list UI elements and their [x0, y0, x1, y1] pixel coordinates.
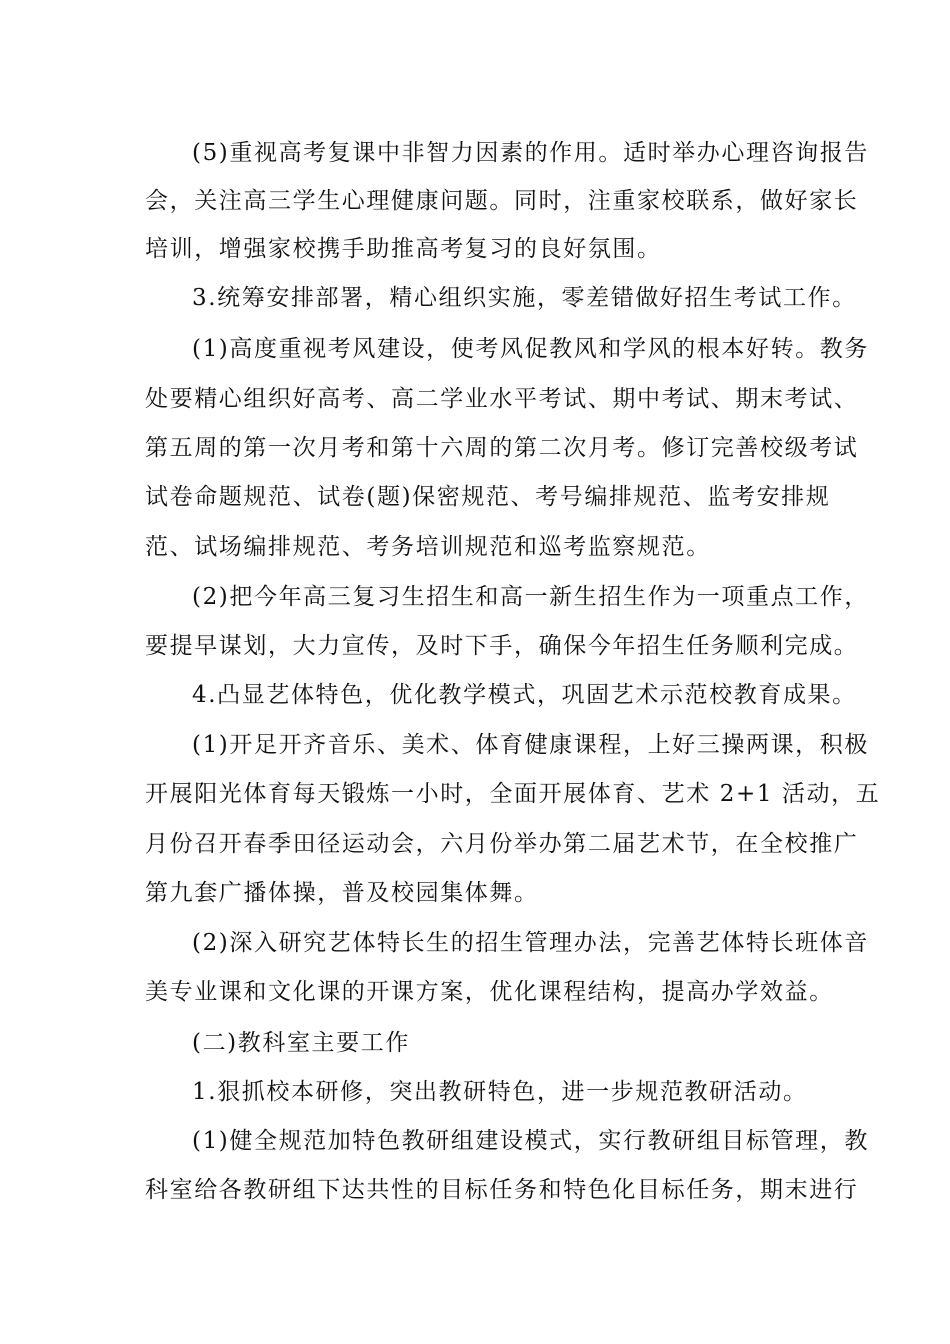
text-line: 3.统筹安排部署，精心组织实施，零差错做好招生考试工作。	[192, 285, 857, 311]
text-line: (2)深入研究艺体特长生的招生管理办法，完善艺体特长班体音	[192, 930, 869, 956]
text-line: 4.凸显艺体特色，优化教学模式，巩固艺术示范校教育成果。	[192, 682, 857, 708]
text-line: 试卷命题规范、试卷(题)保密规范、考号编排规范、监考安排规	[145, 484, 831, 510]
text-line: 美专业课和文化课的开课方案，优化课程结构，提高办学效益。	[145, 979, 834, 1005]
text-line: 范、试场编排规范、考务培训规范和巡考监察规范。	[145, 534, 711, 560]
text-line: 培训，增强家校携手助推高考复习的良好氛围。	[145, 236, 662, 262]
text-line: 科室给各教研组下达共性的目标任务和特色化目标任务，期末进行	[145, 1177, 859, 1203]
text-line: 处要精心组织好高考、高二学业水平考试、期中考试、期末考试、	[145, 386, 859, 412]
text-line: 会，关注高三学生心理健康问题。同时，注重家校联系，做好家长	[145, 188, 859, 214]
text-line: 第五周的第一次月考和第十六周的第二次月考。修订完善校级考试	[145, 435, 859, 461]
text-line: (1)开足开齐音乐、美术、体育健康课程，上好三操两课，积极	[192, 732, 869, 758]
text-line: 要提早谋划，大力宣传，及时下手，确保今年招生任务顺利完成。	[145, 633, 859, 659]
text-line: 月份召开春季田径运动会，六月份举办第二届艺术节，在全校推广	[145, 831, 859, 857]
section-heading: (二)教科室主要工作	[192, 1030, 410, 1056]
text-line: 1.狠抓校本研修，突出教研特色，进一步规范教研活动。	[192, 1079, 808, 1105]
text-line: (2)把今年高三复习生招生和高一新生招生作为一项重点工作，	[192, 584, 869, 610]
text-line: (5)重视高考复课中非智力因素的作用。适时举办心理咨询报告	[192, 140, 869, 166]
text-line: (1)健全规范加特色教研组建设模式，实行教研组目标管理，教	[192, 1128, 869, 1154]
text-line: 开展阳光体育每天锻炼一小时，全面开展体育、艺术 2+1 活动，五	[145, 781, 881, 807]
text-line: (1)高度重视考风建设，使考风促教风和学风的根本好转。教务	[192, 336, 869, 362]
text-line: 第九套广播体操，普及校园集体舞。	[145, 880, 539, 906]
